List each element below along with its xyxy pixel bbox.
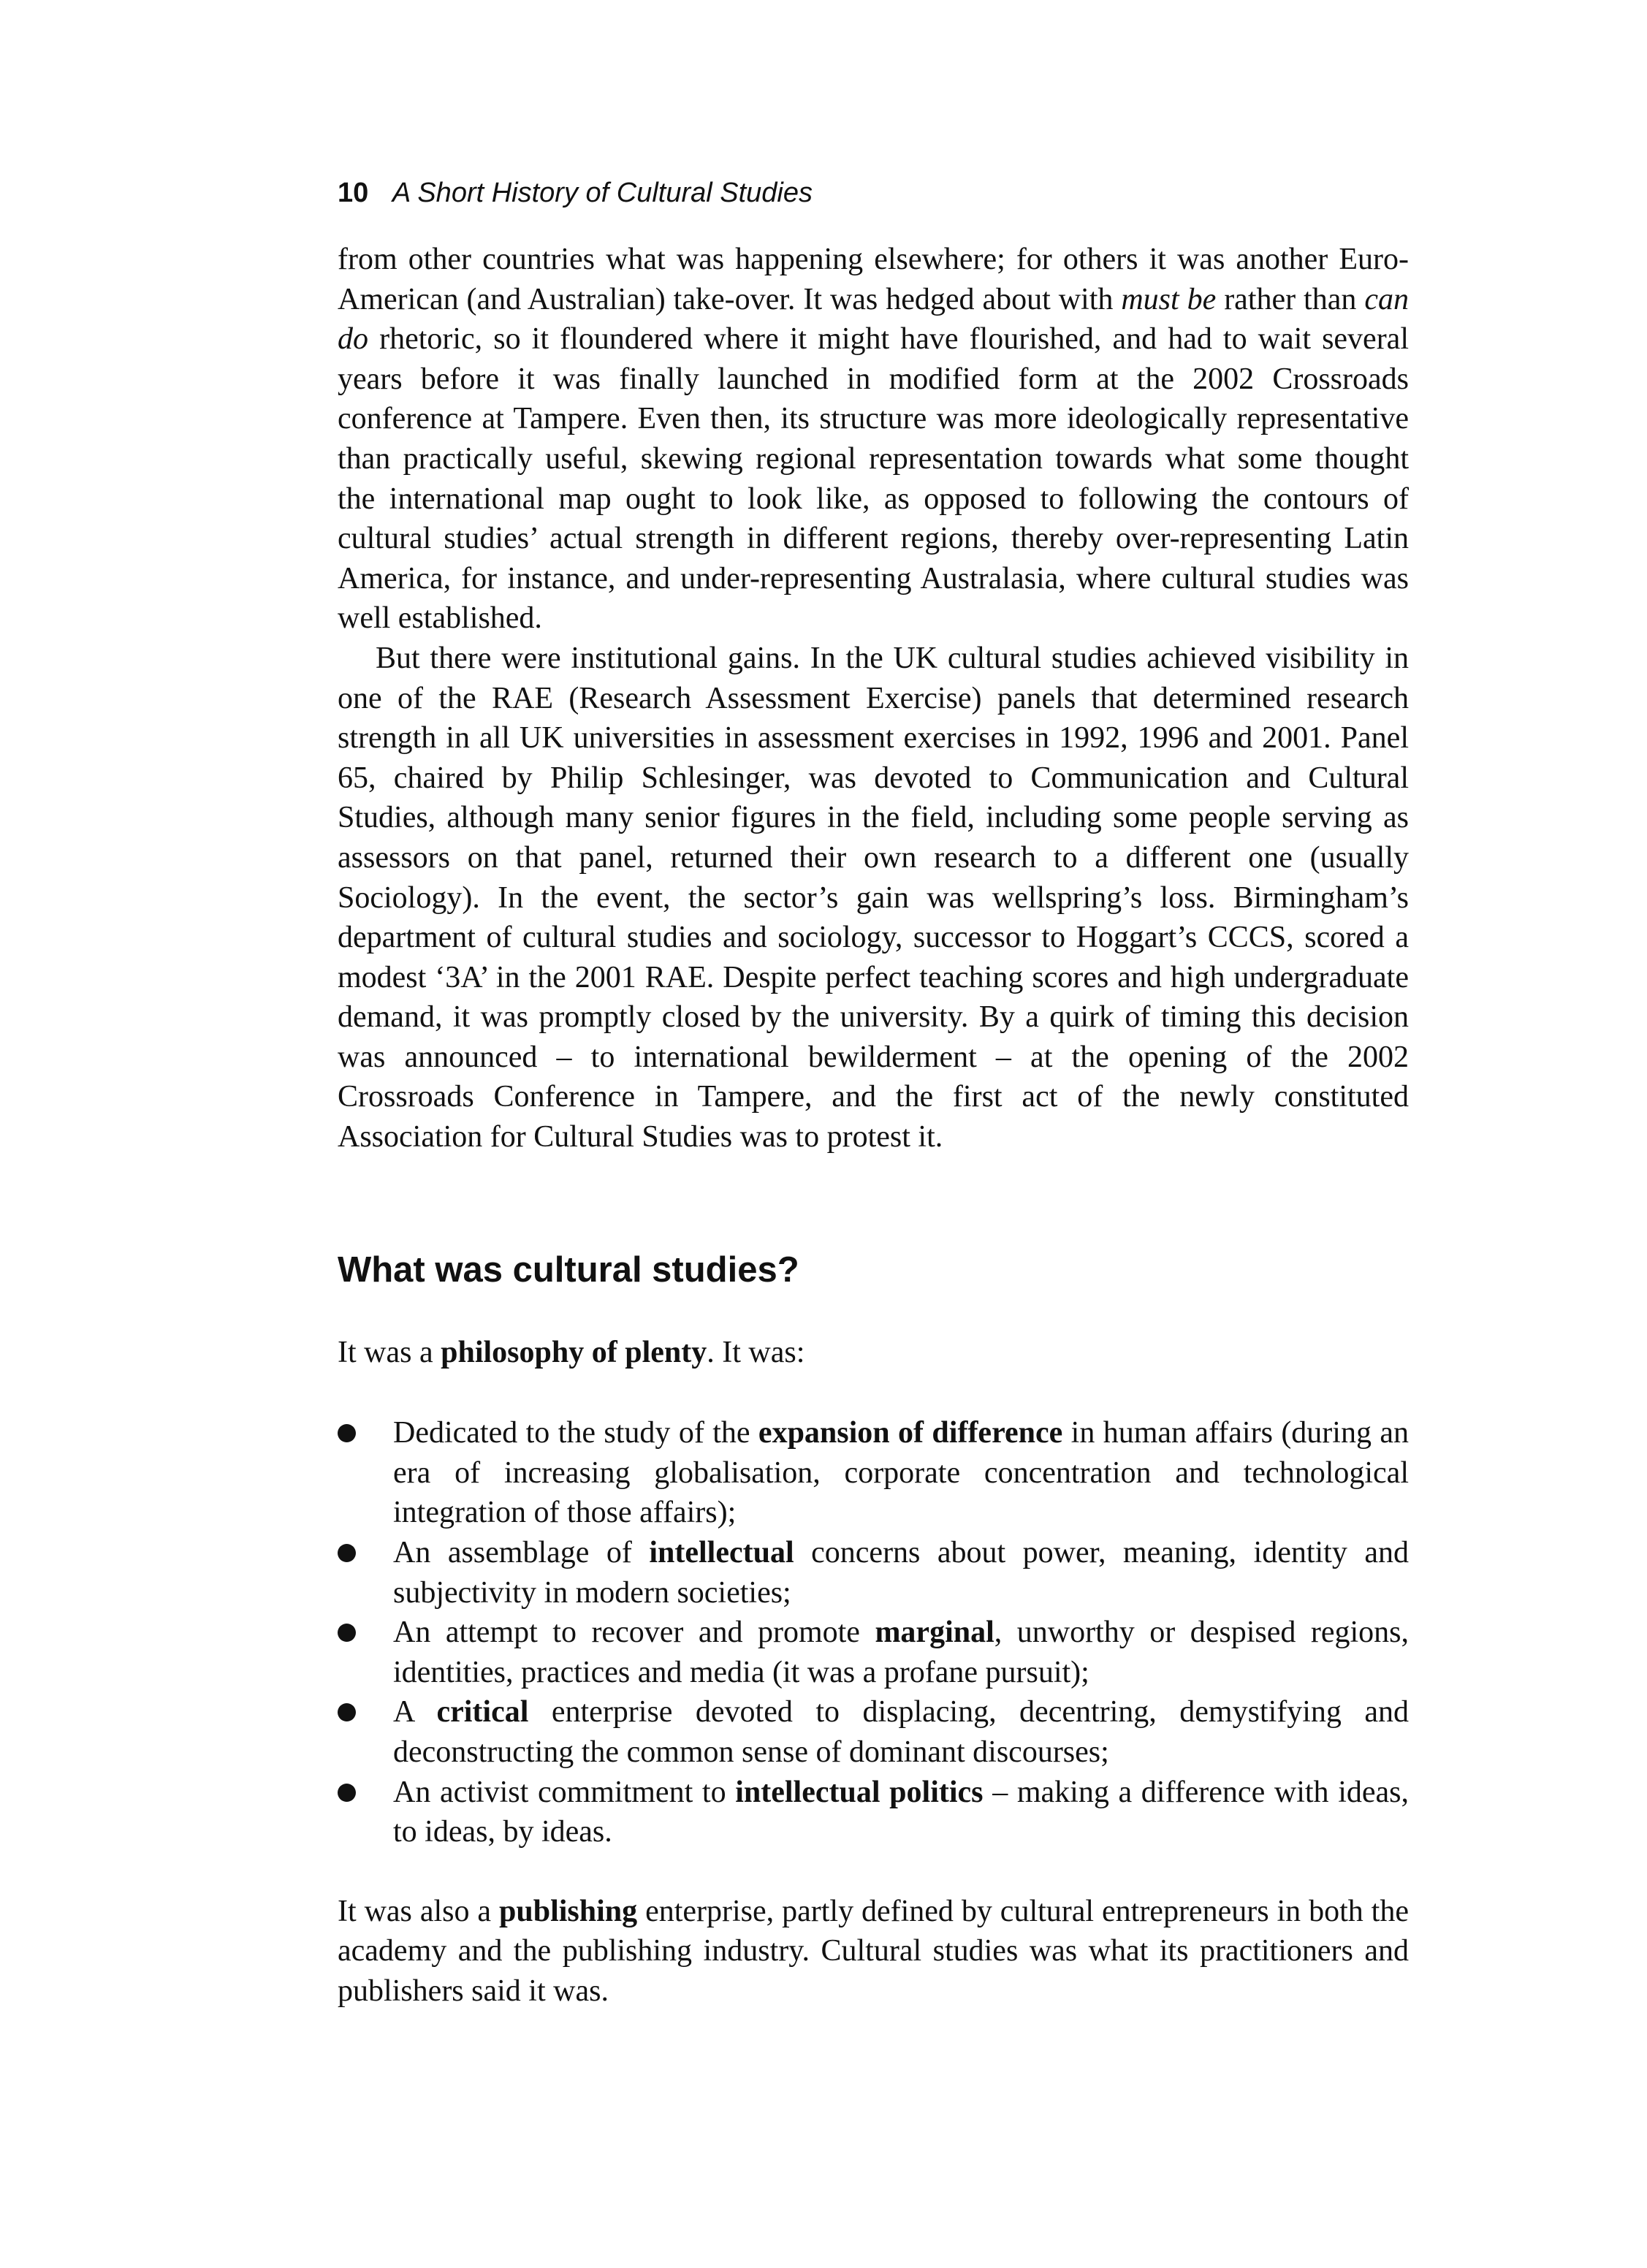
paragraph-1-text-e: rhetoric, so it floundered where it might have flourished, and had to wait several years before it was finally launched in modified form at the 2002 Crossroads conference at Tampere. Even then, its structure was more ideologically representative than practically useful, skewing regional representation towards what some thought the international map ought to look like, as opposed to following the contours of cultural studies’ actual strength in different regions, thereby over-representing Latin America, for instance, and under-representing Australasia, where cultural studies was well established. — [338, 322, 1409, 636]
book-title: A Short History of Cultural Studies — [392, 178, 813, 208]
list-item — [338, 1533, 1409, 1613]
paragraph-1 — [338, 240, 1409, 639]
list-item — [338, 1773, 1409, 1852]
bullet-icon — [338, 1424, 356, 1442]
list-item — [338, 1613, 1409, 1692]
bullet-icon — [338, 1703, 356, 1721]
list-item-bold: expansion of difference — [758, 1416, 1063, 1450]
bullet-icon — [338, 1544, 356, 1562]
emphasis-must-be: must be — [1121, 282, 1217, 316]
list-item-bold: marginal — [875, 1616, 994, 1650]
page-number: 10 — [338, 178, 369, 208]
running-head — [338, 172, 1409, 213]
list-item-bold: critical — [436, 1695, 529, 1729]
list-item-text: Dedicated to the study of the — [393, 1416, 758, 1450]
list-item-text: An activist commitment to — [393, 1775, 736, 1809]
list-item-bold: intellectual — [649, 1536, 794, 1570]
list-item — [338, 1413, 1409, 1533]
intro-text-a: It was a — [338, 1335, 441, 1369]
closing-paragraph — [338, 1892, 1409, 2012]
list-item-bold: intellectual politics — [735, 1775, 984, 1809]
list-item-text: in human affairs (during an era of increasing globalisation, corporate concentration and technological integration of those affairs); — [393, 1416, 1409, 1530]
list-item — [338, 1692, 1409, 1772]
intro-bold: philosophy of plenty — [441, 1335, 707, 1369]
list-item-text: enterprise devoted to displacing, decentring, demystifying and deconstructing the common sense of dominant discourses; — [393, 1695, 1410, 1769]
bullet-list — [338, 1413, 1409, 1852]
list-item-text: An attempt to recover and promote — [393, 1616, 875, 1650]
closing-bold: publishing — [499, 1894, 638, 1928]
list-item-text: An assemblage of — [393, 1536, 650, 1570]
closing-text-c: enterprise, partly defined by cultural entrepreneurs in both the academy and the publishing industry. Cultural studies was what its practitioners and publishers said it was. — [338, 1894, 1409, 2008]
list-item-text: – making a difference with ideas, to ideas, by ideas. — [393, 1775, 1409, 1849]
emphasis-can-do: can do — [338, 282, 1409, 357]
paragraph-2: But there were institutional gains. In the UK cultural studies achieved visibility in one of the RAE (Research Assessment Exercise) panels that determined research strength in all UK universities in assessment exercises in 1992, 1996 and 2001. Panel 65, chaired by Philip Schlesinger, was devoted to Communication and Cultural Studies, although many senior figures in the field, including some people serving as assessors on that panel, returned their own research to a different one (usually Sociology). In the event, the sector’s gain was wellspring’s loss. Birmingham’s department of cultural studies and sociology, successor to Hoggart’s CCCS, scored a modest ‘3A’ in the 2001 RAE. Despite perfect teaching scores and high undergraduate demand, it was promptly closed by the university. By a quirk of timing this decision was announced – to international bewilderment – at the opening of the 2002 Crossroads Conference in Tampere, and the first act of the newly constituted Association for Cultural Studies was to protest it. — [338, 641, 1409, 1154]
intro-text-c: . It was: — [707, 1335, 805, 1369]
section-heading: What was cultural studies? — [338, 1249, 799, 1290]
body-text — [338, 240, 1409, 2012]
list-item-text: A — [393, 1695, 437, 1729]
closing-text-a: It was also a — [338, 1894, 499, 1928]
book-page — [338, 172, 1409, 2012]
section-intro — [338, 1333, 1409, 1373]
paragraph-1-text-c: rather than — [1216, 282, 1365, 316]
bullet-icon — [338, 1624, 356, 1642]
list-item-text: , unworthy or despised regions, identities, practices and media (it was a profane pursuit); — [393, 1616, 1409, 1689]
paragraph-1-text-a: from other countries what was happening elsewhere; for others it was another Euro-American (and Australian) take-over. It was hedged about with — [338, 243, 1409, 316]
list-item-text: concerns about power, meaning, identity and subjectivity in modern societies; — [393, 1536, 1409, 1610]
bullet-icon — [338, 1784, 356, 1802]
